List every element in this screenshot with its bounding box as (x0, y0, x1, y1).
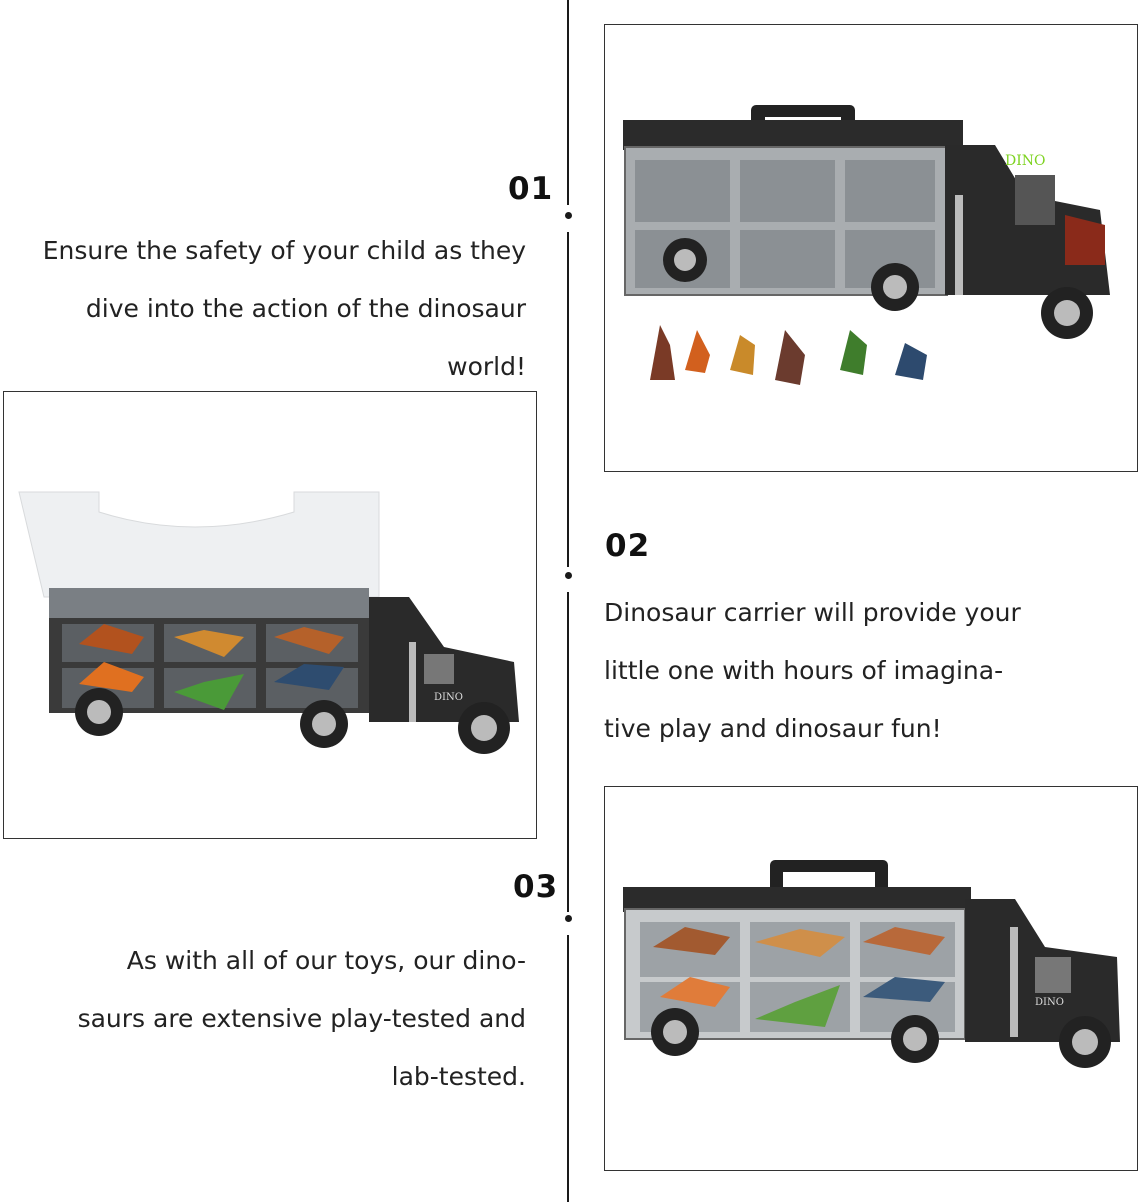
truck-side-illustration (605, 787, 1137, 1170)
timeline-line (567, 232, 569, 567)
step-3-line-1: As with all of our toys, our dino- (126, 946, 526, 975)
step-2-line-3: tive play and dinosaur fun! (604, 714, 942, 743)
timeline-line (567, 935, 569, 1202)
timeline-dot-3 (565, 915, 572, 922)
step-number-03: 03 (513, 869, 559, 905)
step-description-01 (6, 222, 526, 396)
timeline-dot-2 (565, 572, 572, 579)
truck-illustration (605, 25, 1137, 471)
step-2-line-2: little one with hours of imagina- (604, 656, 1004, 685)
truck-open-illustration (4, 392, 536, 838)
timeline-dot-1 (565, 212, 572, 219)
step-number-02: 02 (605, 528, 651, 564)
step-3-line-3: lab-tested. (391, 1062, 526, 1091)
product-photo-open-truck (3, 391, 537, 839)
step-description-02 (604, 584, 1124, 758)
step-2-line-1: Dinosaur carrier will provide your (604, 598, 1021, 627)
timeline-line (567, 0, 569, 205)
truck-logo-text-2: DINO (434, 692, 463, 703)
truck-logo-text-3: DINO (1035, 997, 1064, 1008)
timeline-line (567, 592, 569, 912)
product-photo-truck-side (604, 786, 1138, 1171)
product-photo-closed-truck (604, 24, 1138, 472)
step-1-line-1: Ensure the safety of your child as they (42, 236, 526, 265)
step-3-line-2: saurs are extensive play-tested and (77, 1004, 526, 1033)
step-number-01: 01 (508, 171, 554, 207)
step-description-03 (6, 932, 526, 1106)
step-1-line-2: dive into the action of the dinosaur (85, 294, 526, 323)
truck-logo-text: DINO (1005, 153, 1046, 169)
step-1-line-3: world! (447, 352, 526, 381)
